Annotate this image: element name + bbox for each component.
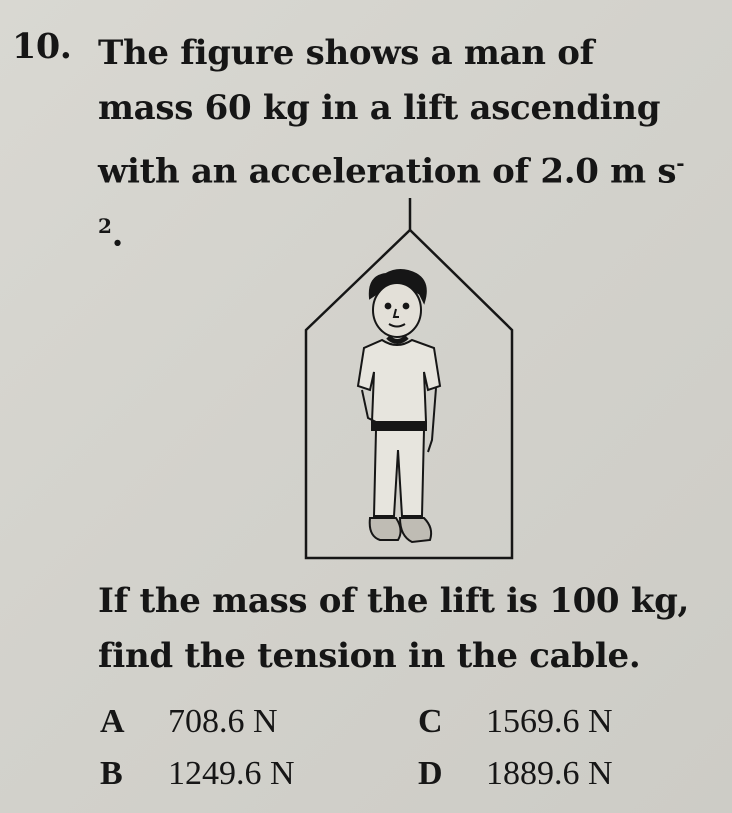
option-d[interactable] xyxy=(418,754,613,794)
option-d-letter: D xyxy=(418,755,443,792)
man-right-shoe xyxy=(400,518,431,542)
option-b[interactable] xyxy=(100,754,295,794)
option-c-letter: C xyxy=(418,703,443,740)
option-a[interactable] xyxy=(100,702,278,742)
question-number: 10. xyxy=(12,26,72,67)
followup-question: If the mass of the lift is 100 kg, find the tension in the cable. xyxy=(98,581,690,676)
man-shirt xyxy=(358,340,440,422)
option-d-value: 1889.6 N xyxy=(486,755,613,792)
lift-figure xyxy=(300,190,530,570)
question-stem: The figure shows a man of mass 60 kg in a lift ascending with an acceleration of xyxy=(98,33,661,192)
question-period: . xyxy=(111,214,124,255)
man-trousers xyxy=(374,430,424,516)
option-c[interactable] xyxy=(418,702,613,742)
option-b-value: 1249.6 N xyxy=(168,755,295,792)
man-head xyxy=(373,283,421,337)
option-c-value: 1569.6 N xyxy=(486,703,613,740)
option-b-letter: B xyxy=(100,755,123,792)
acceleration-exponent: -2 xyxy=(98,151,685,239)
man-figure xyxy=(358,270,440,542)
option-a-letter: A xyxy=(100,703,125,740)
acceleration-value: 2.0 m s xyxy=(540,151,677,192)
man-left-shoe xyxy=(370,518,401,540)
option-a-value: 708.6 N xyxy=(168,703,278,740)
